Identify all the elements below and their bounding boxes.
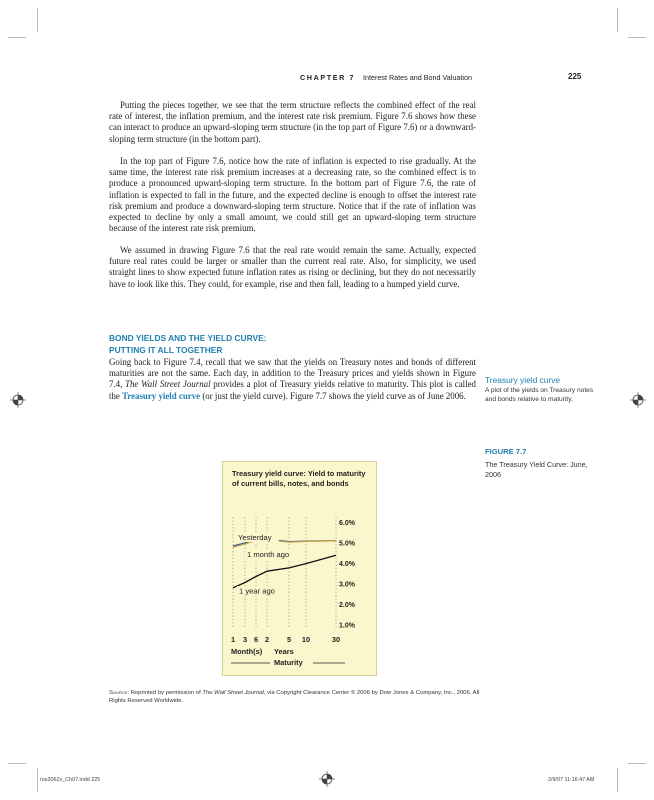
registration-mark-icon xyxy=(630,392,646,408)
chart-title: Treasury yield curve: Yield to maturity of current bills, notes, and bonds xyxy=(232,469,366,488)
crop-mark xyxy=(628,763,646,764)
chapter-label: CHAPTER 7 xyxy=(300,73,356,82)
x-tick-label: 3 xyxy=(242,635,248,644)
text-run: (or just the yield curve). Figure 7.7 shows the yield curve as of June 2006. xyxy=(200,390,466,401)
crop-mark xyxy=(617,8,618,32)
y-tick-label: 1.0% xyxy=(339,622,355,630)
margin-key-term: Treasury yield curve xyxy=(485,375,561,385)
figure-label: FIGURE 7.7 xyxy=(485,447,527,456)
series-line xyxy=(233,555,336,588)
chapter-title: Interest Rates and Bond Valuation xyxy=(363,73,472,82)
source-label: Source: xyxy=(109,690,130,696)
x-axis-label-months: Month(s) xyxy=(231,647,263,656)
x-tick-label: 10 xyxy=(301,635,311,644)
y-tick-label: 3.0% xyxy=(339,581,355,589)
file-slug: ros3062x_Ch07.indd 225 xyxy=(40,777,101,783)
y-tick-label: 2.0% xyxy=(339,602,355,609)
y-tick-label: 4.0% xyxy=(339,561,355,568)
x-axis-label-years: Years xyxy=(274,647,294,656)
margin-definition: A plot of the yields on Treasury notes and bonds relative to maturity. xyxy=(485,387,594,403)
crop-mark xyxy=(628,37,646,38)
crop-mark xyxy=(8,763,26,764)
source-note xyxy=(109,689,489,705)
figure-caption: The Treasury Yield Curve: June, 2006 xyxy=(485,460,588,479)
series-label: 1 month ago xyxy=(247,549,290,559)
text-run: provides a plot of Treasury yields relative to maturity. This plot is called the xyxy=(109,379,476,401)
x-tick-label: 1 xyxy=(230,635,236,644)
text-run: Going back to Figure 7.4, recall that we saw that the yields on Treasury notes and bonds of different maturities are not the same. Each day, in addition to the Treasury prices and yields shown in Figure 7.4, xyxy=(109,357,476,390)
section-heading xyxy=(109,332,266,356)
y-tick-label: 6.0% xyxy=(339,520,355,527)
publication-title: The Wall Street Journal xyxy=(125,379,211,390)
body-paragraph: We assumed in drawing Figure 7.6 that the real rate would remain the same. Actually, expected future real rates could be larger or smaller than the current real rate. Also, for simplicity, we used straight lines to show expected future inflation rates as rising or declining, but they do not necessarily have to look like this. They could, for example, rise and then fall, leading to a humped yield curve. xyxy=(109,245,476,289)
crop-mark xyxy=(8,37,26,38)
registration-mark-icon xyxy=(319,771,335,787)
key-term: Treasury yield curve xyxy=(122,390,201,401)
body-paragraph: In the top part of Figure 7.6, notice how the rate of inflation is expected to rise gradually. At the same time, the interest rate risk premium increases at a decreasing rate, so the combined effect is to produce a pronounced upward-sloping term structure. In the bottom part of Figure 7.6, the rate of inflation is expected to fall in the future, and the expected decline is enough to offset the interest rate risk premium and produce a downward-sloping term structure. Notice that if the rate of inflation was expected to decline by only a small amount, we could still get an upward-sloping term structure because of the interest rate risk premium. xyxy=(109,156,476,234)
yield-curve-figure xyxy=(222,461,377,676)
page-number: 225 xyxy=(568,72,582,81)
section-heading-line: PUTTING IT ALL TOGETHER xyxy=(109,345,223,355)
crop-mark xyxy=(617,768,618,792)
text-run: , via Copyright Clearance Center © 2006 by Dow Jones & Company, Inc., 2006. All Rights Reserved Worldwide. xyxy=(109,690,480,704)
x-tick-label: 5 xyxy=(286,635,292,644)
crop-mark xyxy=(37,768,38,792)
running-head xyxy=(290,72,586,84)
registration-mark-icon xyxy=(10,392,26,408)
text-run: Reprinted by permission of xyxy=(129,690,203,696)
series-label: Yesterday xyxy=(238,532,272,542)
series-label: 1 year ago xyxy=(239,586,275,596)
x-axis-label-maturity: Maturity xyxy=(274,658,303,667)
yield-curve-chart xyxy=(223,462,376,675)
x-tick-label: 6 xyxy=(253,635,259,644)
y-tick-label: 5.0% xyxy=(339,540,355,548)
body-paragraph: Putting the pieces together, we see that the term structure reflects the combined effect of the real rate of interest, the inflation premium, and the interest rate risk premium. Figure 7.6 shows how these can interact to produce an upward-sloping term structure (in the top part of Figure 7.6) or a downward-sloping term structure (in the bottom part). xyxy=(109,100,476,144)
x-tick-label: 2 xyxy=(264,635,270,644)
publication-title: The Wall Street Journal xyxy=(202,690,264,696)
crop-mark xyxy=(37,8,38,32)
x-tick-label: 30 xyxy=(331,635,341,644)
section-paragraph xyxy=(109,357,476,402)
timestamp-slug: 2/9/07 11:16:47 AM xyxy=(548,777,595,783)
section-heading-line: BOND YIELDS AND THE YIELD CURVE: xyxy=(109,333,267,343)
